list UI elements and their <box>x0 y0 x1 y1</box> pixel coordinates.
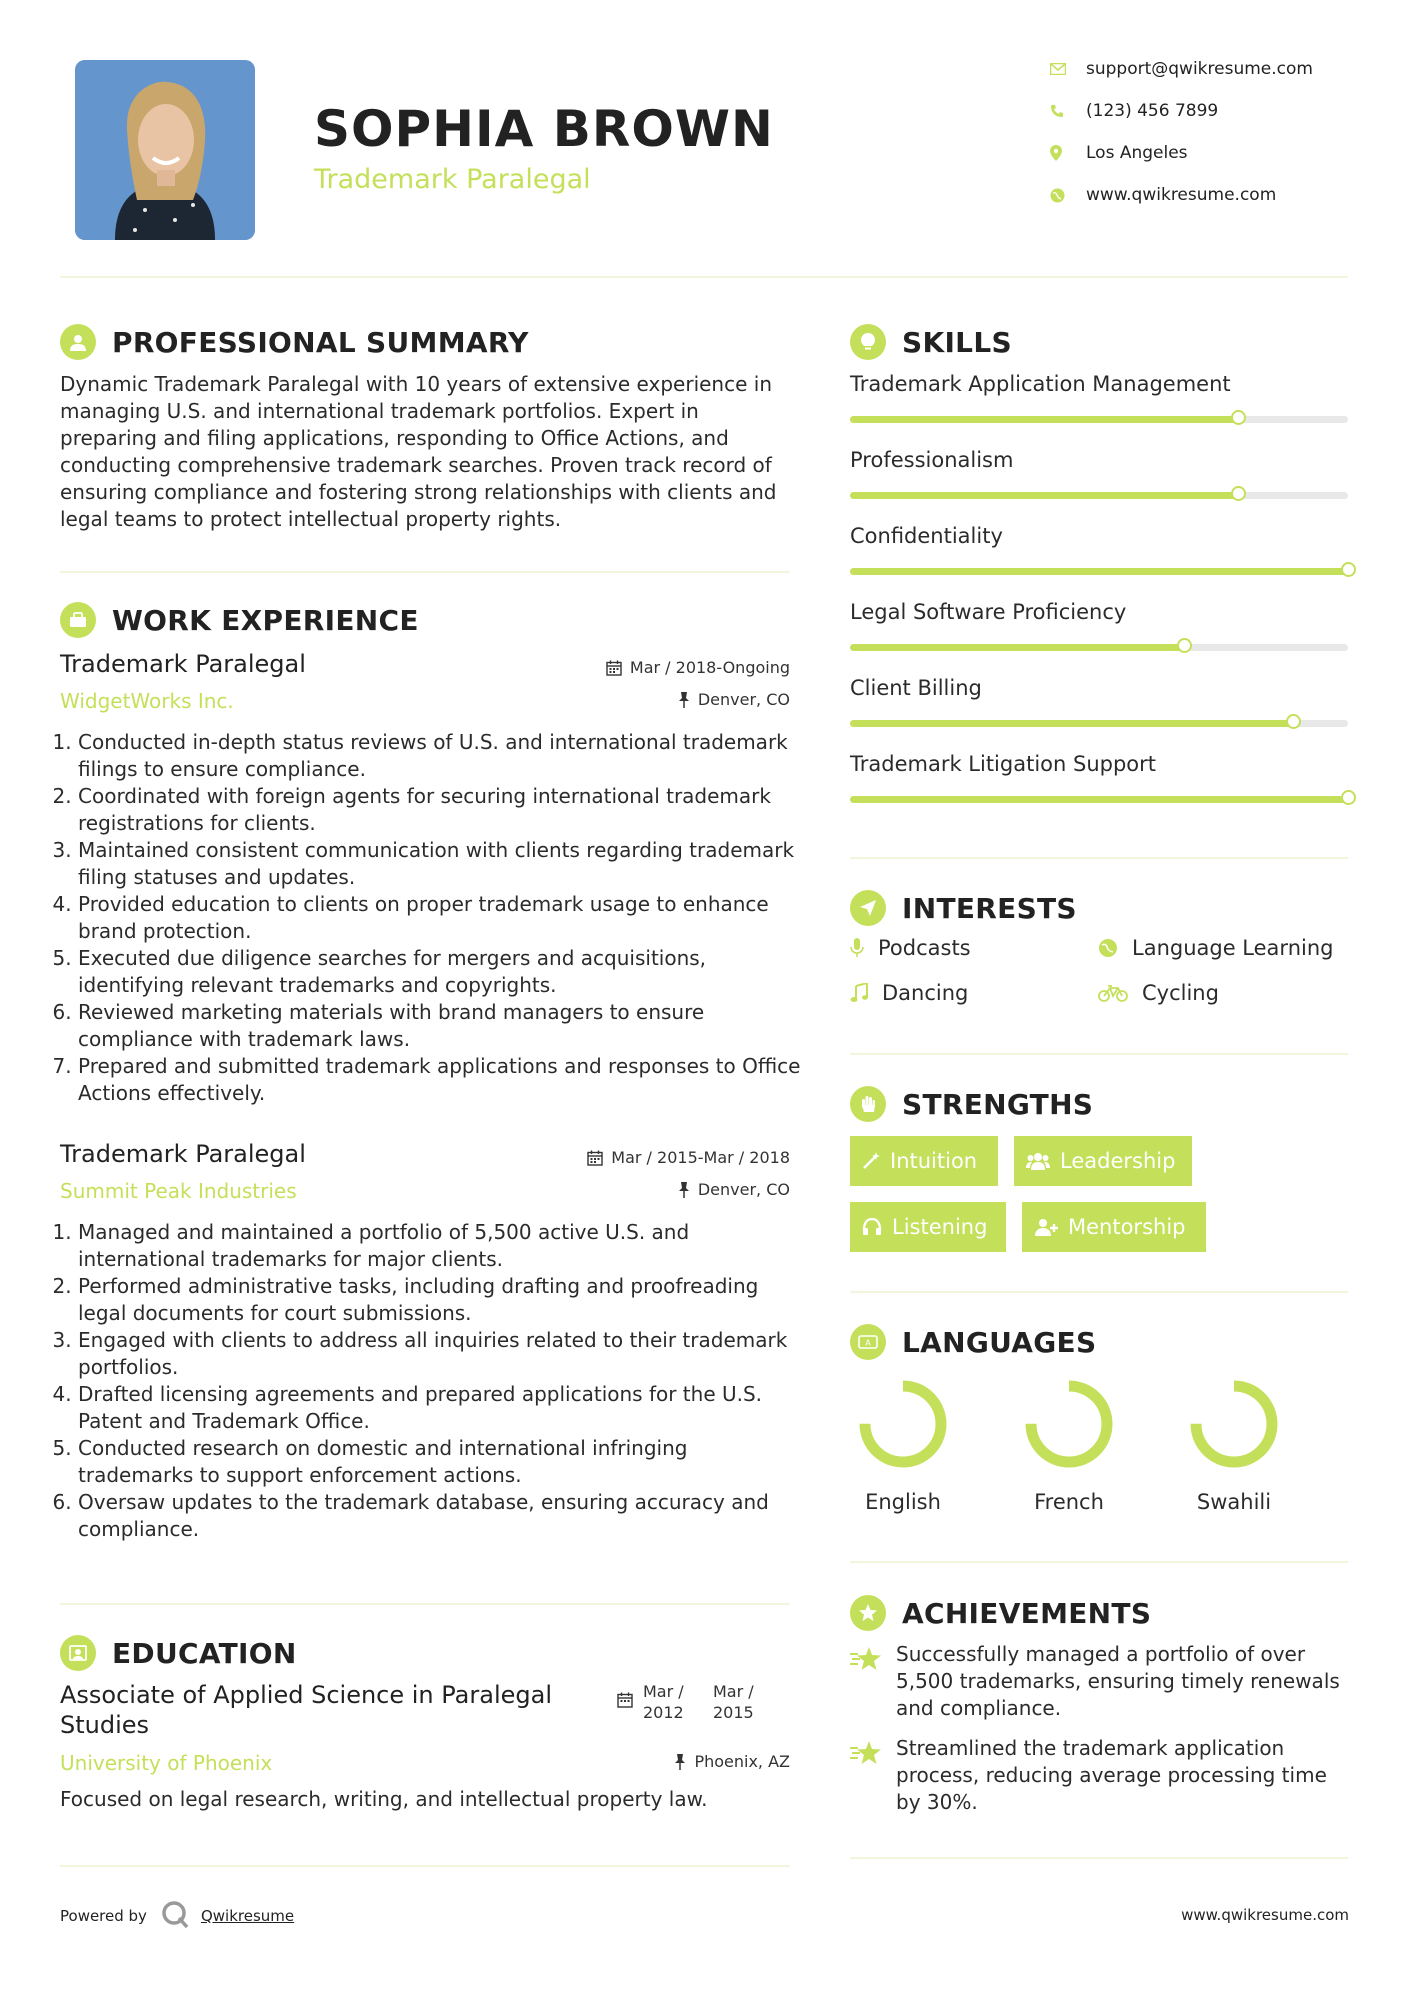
map-pin-icon <box>1050 145 1086 161</box>
duty-item: 1. Conducted in-depth status reviews of U.S. and international trademark filings to ensure compliance. <box>78 729 808 783</box>
job-1-role: Trademark Paralegal <box>60 650 306 678</box>
skill-bar-knob <box>1231 410 1246 425</box>
calendar-icon <box>587 1150 603 1166</box>
skill-bar-fill <box>850 568 1348 575</box>
job-2-location <box>678 1180 790 1199</box>
skill-bar-fill <box>850 720 1293 727</box>
languages-heading: LANGUAGES <box>902 1325 1097 1359</box>
magic-wand-icon <box>862 1152 880 1170</box>
star-icon <box>850 1646 882 1676</box>
education-header <box>60 1633 297 1673</box>
users-icon <box>1026 1152 1050 1170</box>
education-location <box>674 1752 790 1771</box>
job-2-location-text: Denver, CO <box>697 1180 790 1199</box>
education-degree: Associate of Applied Science in Paralegal Studies <box>60 1681 552 1739</box>
language-ring <box>1184 1374 1284 1474</box>
header-divider <box>60 276 1348 278</box>
job-1-dates-text: Mar / 2018-Ongoing <box>629 658 790 677</box>
candidate-name: SOPHIA BROWN <box>314 100 774 158</box>
language-ring <box>1019 1374 1119 1474</box>
envelope-icon <box>1050 63 1086 75</box>
skill-name: Confidentiality <box>850 524 1003 548</box>
language-ring-arc <box>1196 1386 1272 1462</box>
experience-header <box>60 600 419 640</box>
education-divider <box>60 1865 790 1867</box>
calendar-icon <box>606 660 622 676</box>
achievements-heading: ACHIEVEMENTS <box>902 1596 1152 1630</box>
summary-heading: PROFESSIONAL SUMMARY <box>112 325 529 359</box>
user-icon <box>60 324 96 360</box>
pushpin-icon <box>674 1754 686 1770</box>
interest-language-learning <box>1098 936 1333 960</box>
job-2-role: Trademark Paralegal <box>60 1140 306 1168</box>
duty-item: 5. Executed due diligence searches for mergers and acquisitions, identifying relevant trademarks and copyrights. <box>78 945 808 999</box>
education-heading: EDUCATION <box>112 1636 297 1670</box>
job-1-dates <box>606 658 790 677</box>
achievement-item: Streamlined the trademark application process, reducing average processing time by 30%. <box>896 1736 1327 1814</box>
language-name: Swahili <box>1196 1490 1272 1514</box>
contact-location <box>1050 138 1350 168</box>
education-school: University of Phoenix <box>60 1751 273 1775</box>
interest-label: Language Learning <box>1132 936 1334 960</box>
interests-header <box>850 888 1077 928</box>
strengths-divider <box>850 1291 1348 1293</box>
strength-tag-mentorship <box>1022 1202 1206 1252</box>
interests-divider <box>850 1053 1348 1055</box>
star-icon <box>850 1740 882 1770</box>
education-location-text: Phoenix, AZ <box>694 1752 790 1771</box>
skill-name: Professionalism <box>850 448 1014 472</box>
duty-item: 6. Oversaw updates to the trademark database, ensuring accuracy and compliance. <box>78 1489 808 1543</box>
languages-header <box>850 1322 1096 1362</box>
interest-cycling <box>1098 981 1219 1005</box>
pushpin-icon <box>678 1182 690 1198</box>
powered-by-text: Powered by <box>60 1907 147 1925</box>
experience-heading: WORK EXPERIENCE <box>112 603 419 637</box>
strength-tag-intuition <box>850 1136 998 1186</box>
language-icon <box>850 1324 886 1360</box>
phone-icon <box>1050 104 1086 118</box>
achievement-item: Successfully managed a portfolio of over 5,500 trademarks, ensuring timely renewals and compliance. <box>896 1642 1340 1720</box>
strength-label: Listening <box>892 1215 988 1239</box>
strengths-heading: STRENGTHS <box>902 1087 1094 1121</box>
skill-name: Client Billing <box>850 676 982 700</box>
bicycle-icon <box>1098 984 1128 1002</box>
education-start: Mar / 2012 <box>643 1682 684 1722</box>
trophy-icon <box>850 1595 886 1631</box>
strength-tag-leadership <box>1014 1136 1192 1186</box>
skill-bar-fill <box>850 416 1238 423</box>
microphone-icon <box>850 938 864 958</box>
skills-heading: SKILLS <box>902 325 1012 359</box>
summary-header <box>60 322 529 362</box>
qwikresume-link[interactable]: Qwikresume <box>200 1907 295 1925</box>
briefcase-icon <box>60 602 96 638</box>
footer-powered-by <box>60 1900 294 1932</box>
duty-item: 2. Performed administrative tasks, including drafting and proofreading legal documents for court submissions. <box>78 1273 808 1327</box>
language-ring-arc <box>865 1386 941 1462</box>
contact-email-text: support@qwikresume.com <box>1086 59 1313 79</box>
skill-bar-knob <box>1286 714 1301 729</box>
experience-divider <box>60 1603 790 1605</box>
skill-bar <box>850 796 1348 803</box>
skill-bar-fill <box>850 492 1238 499</box>
skill-name: Trademark Litigation Support <box>850 752 1157 776</box>
skills-header <box>850 322 1012 362</box>
user-plus-icon <box>1034 1218 1058 1236</box>
skill-bar <box>850 416 1348 423</box>
strength-tag-listening <box>850 1202 1006 1252</box>
contact-website-text: www.qwikresume.com <box>1086 185 1277 205</box>
duty-item: 1. Managed and maintained a portfolio of 5,500 active U.S. and international trademarks for major clients. <box>78 1219 808 1273</box>
strengths-header <box>850 1084 1093 1124</box>
job-2-dates <box>587 1148 790 1167</box>
skill-bar-fill <box>850 644 1184 651</box>
duty-item: 4. Provided education to clients on proper trademark usage to enhance brand protection. <box>78 891 808 945</box>
language-ring-arc <box>1031 1386 1107 1462</box>
education-end: Mar / 2015 <box>713 1682 754 1722</box>
skill-bar-knob <box>1177 638 1192 653</box>
language-ring <box>853 1374 953 1474</box>
skill-bar-knob <box>1341 790 1356 805</box>
job-1-location-text: Denver, CO <box>697 690 790 709</box>
paper-plane-icon <box>850 890 886 926</box>
job-1-location <box>678 690 790 709</box>
contact-phone-text: (123) 456 7899 <box>1086 101 1219 121</box>
duty-item: 7. Prepared and submitted trademark applications and responses to Office Actions effectively. <box>78 1053 808 1107</box>
strength-label: Mentorship <box>1068 1215 1186 1239</box>
skill-bar <box>850 568 1348 575</box>
skill-name: Legal Software Proficiency <box>850 600 1127 624</box>
music-note-icon <box>850 983 868 1003</box>
skill-bar <box>850 720 1348 727</box>
globe-icon <box>1098 938 1118 958</box>
language-name: English <box>865 1490 941 1514</box>
achievements-header <box>850 1593 1151 1633</box>
languages-divider <box>850 1561 1348 1563</box>
calendar-icon <box>617 1692 633 1712</box>
summary-divider <box>60 571 790 573</box>
interest-label: Podcasts <box>878 936 971 960</box>
contact-email[interactable] <box>1050 54 1350 84</box>
interest-dancing <box>850 981 968 1005</box>
interest-label: Dancing <box>882 981 969 1005</box>
qwikresume-logo-icon <box>161 1900 189 1932</box>
duty-item: 4. Drafted licensing agreements and prepared applications for the U.S. Patent and Trademark Office. <box>78 1381 808 1435</box>
summary-text: Dynamic Trademark Paralegal with 10 years of extensive experience in managing U.S. and international trademark portfolios. Expert in preparing and filing applications, responding to Office Actions, and conducting comprehensive trademark searches. Proven track record of ensuring compliance and fostering strong relationships with clients and legal teams to protect intellectual property rights. <box>60 372 777 531</box>
education-description: Focused on legal research, writing, and intellectual property law. <box>60 1787 708 1811</box>
skills-divider <box>850 857 1348 859</box>
interest-podcasts <box>850 936 971 960</box>
job-2-dates-text: Mar / 2015-Mar / 2018 <box>611 1148 790 1167</box>
pushpin-icon <box>678 692 690 708</box>
skill-bar <box>850 644 1348 651</box>
skill-bar-knob <box>1231 486 1246 501</box>
job-1-duties <box>60 729 808 1107</box>
duty-item: 3. Engaged with clients to address all inquiries related to their trademark portfolios. <box>78 1327 808 1381</box>
lightbulb-icon <box>850 324 886 360</box>
svg-text:A: A <box>865 1338 871 1348</box>
duty-item: 6. Reviewed marketing materials with brand managers to ensure compliance with trademark laws. <box>78 999 808 1053</box>
strength-label: Leadership <box>1060 1149 1176 1173</box>
globe-icon <box>1050 188 1086 203</box>
language-name: French <box>1034 1490 1104 1514</box>
skill-name: Trademark Application Management <box>850 372 1231 396</box>
candidate-title: Trademark Paralegal <box>314 164 591 195</box>
contact-location-text: Los Angeles <box>1086 143 1188 163</box>
job-1-company: WidgetWorks Inc. <box>60 689 234 713</box>
footer-site-link[interactable]: www.qwikresume.com <box>1181 1906 1349 1924</box>
strength-label: Intuition <box>890 1149 978 1173</box>
contact-phone[interactable] <box>1050 96 1350 126</box>
duty-item: 5. Conducted research on domestic and international infringing trademarks to support enforcement actions. <box>78 1435 808 1489</box>
duty-item: 2. Coordinated with foreign agents for securing international trademark registrations for clients. <box>78 783 808 837</box>
duty-item: 3. Maintained consistent communication with clients regarding trademark filing statuses and updates. <box>78 837 808 891</box>
headphones-icon <box>862 1218 882 1236</box>
job-2-duties <box>60 1219 808 1543</box>
hand-icon <box>850 1086 886 1122</box>
skill-bar-fill <box>850 796 1348 803</box>
graduation-icon <box>60 1635 96 1671</box>
interests-heading: INTERESTS <box>902 891 1077 925</box>
contact-website[interactable] <box>1050 180 1350 210</box>
skill-bar <box>850 492 1348 499</box>
interest-label: Cycling <box>1142 981 1219 1005</box>
skill-bar-knob <box>1341 562 1356 577</box>
profile-photo <box>75 60 255 240</box>
achievements-divider <box>850 1857 1348 1859</box>
job-2-company: Summit Peak Industries <box>60 1179 297 1203</box>
